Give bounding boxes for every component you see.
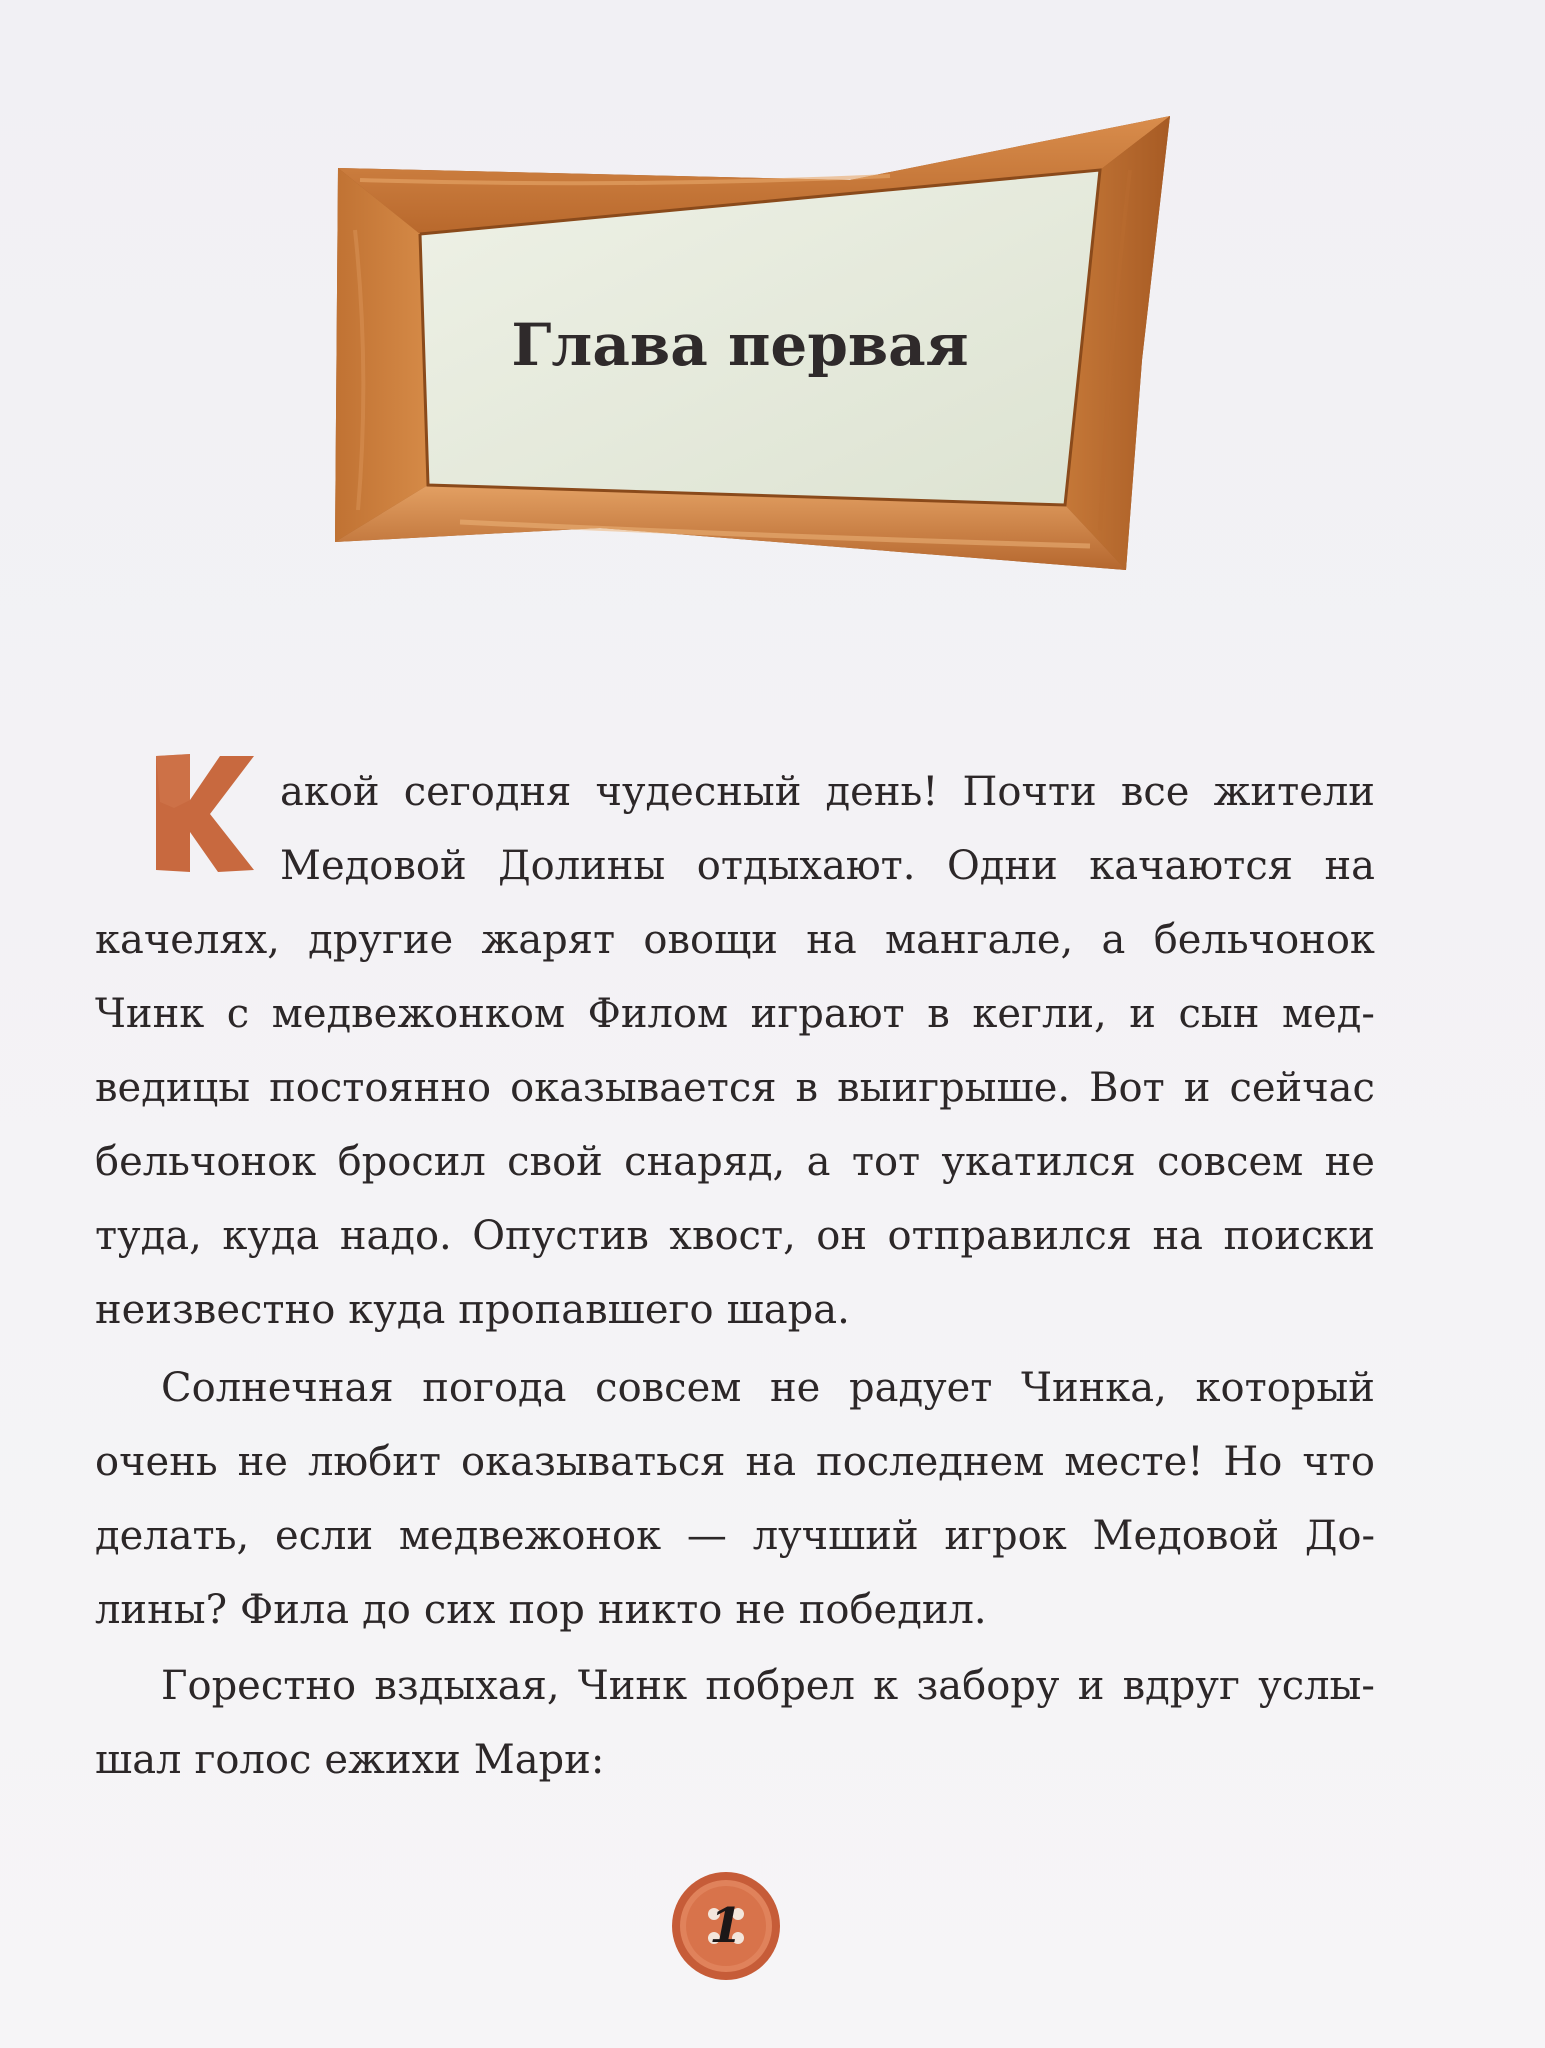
word: день! [825,769,939,815]
word: Чинк [577,1663,688,1709]
word: надо. [339,1213,452,1259]
word: мангале, [885,917,1074,963]
word: тот [851,1139,921,1185]
word: Опустив [472,1213,649,1259]
word: на [745,1439,797,1485]
word: Долины [498,843,666,889]
word: овощи [643,917,778,963]
word: Почти [962,769,1097,815]
word: Медовой [1092,1513,1280,1559]
word: поиски [1223,1213,1375,1259]
word: Филом [587,991,729,1037]
text-line [161,1660,1375,1712]
word: вздыхая, [374,1663,560,1709]
word: чудесный [595,769,802,815]
word: Горестно [161,1663,357,1709]
word: Но [1223,1439,1283,1485]
word: ведицы [95,1065,251,1111]
word: Чинк [95,991,205,1037]
word: до [362,1587,411,1633]
text-line [95,1210,1375,1262]
word: туда, [95,1213,202,1259]
text-line [95,988,1375,1040]
word: акой [280,769,380,815]
word: Солнечная [161,1365,394,1411]
page-number: 1 [709,1898,743,1954]
word: делать, [95,1513,250,1559]
word: бельчонок [1153,917,1375,963]
word: сын [1178,991,1260,1037]
text-line [95,1734,1375,1786]
word: снаряд, [624,1139,786,1185]
word: выигрыше. [837,1065,1071,1111]
text-line [280,840,1375,892]
word: свой [507,1139,603,1185]
word: мед- [1281,991,1375,1037]
word: с [226,991,250,1037]
word: сих [423,1587,496,1633]
word: не [770,1365,821,1411]
word: на [1324,843,1375,889]
word: вдруг [1122,1663,1240,1709]
word: играют [750,991,905,1037]
word: ежихи [324,1737,461,1783]
word: кегли, [972,991,1107,1037]
word: жарят [481,917,616,963]
text-line [95,1062,1375,1114]
word: он [816,1213,868,1259]
word: и [1077,1663,1105,1709]
word: медвежонок [398,1513,662,1559]
word: забору [916,1663,1060,1709]
word: Медовой [280,843,467,889]
drop-cap-letter [150,752,258,874]
text-line [280,766,1375,818]
word: Мари: [473,1737,605,1783]
text-line [95,1436,1375,1488]
word: лучший [752,1513,919,1559]
word: победил. [798,1587,987,1633]
word: не [237,1439,288,1485]
word: к [873,1663,899,1709]
text-line [161,1362,1375,1414]
word: который [1195,1365,1375,1411]
word: что [1302,1439,1375,1485]
word: лины? [95,1587,228,1633]
word: услы- [1258,1663,1375,1709]
word: сегодня [403,769,572,815]
page-number-badge [670,1870,782,1982]
word: не [735,1587,786,1633]
word: бельчонок [95,1139,317,1185]
word: постоянно [269,1065,492,1111]
text-line [95,1284,1375,1336]
word: игрок [944,1513,1067,1559]
word: в [927,991,950,1037]
word: До- [1304,1513,1375,1559]
word: а [1101,917,1126,963]
word: месте! [1064,1439,1204,1485]
word: отправился [887,1213,1133,1259]
word: и [1129,991,1156,1037]
word: совсем [1157,1139,1304,1185]
word: на [1152,1213,1204,1259]
word: укатился [941,1139,1136,1185]
word: куда [222,1213,320,1259]
word: сейчас [1229,1065,1375,1111]
word: отдыхают. [696,843,916,889]
word: Вот [1089,1065,1165,1111]
word: — [686,1513,727,1559]
word: никто [597,1587,723,1633]
text-line [95,1136,1375,1188]
drop-cap-k-icon [150,752,258,874]
word: на [806,917,857,963]
word: погода [422,1365,567,1411]
word: побрел [705,1663,855,1709]
word: и [1183,1065,1211,1111]
word: любит [307,1439,442,1485]
word: оказывается [510,1065,777,1111]
word: шара. [726,1287,850,1333]
word: неизвестно [95,1287,336,1333]
text-line [95,1510,1375,1562]
word: медвежонком [271,991,566,1037]
word: очень [95,1439,218,1485]
word: другие [308,917,454,963]
word: голос [194,1737,312,1783]
text-line [95,914,1375,966]
word: хвост, [669,1213,796,1259]
word: качаются [1089,843,1293,889]
word: а [806,1139,831,1185]
word: Чинка, [1021,1365,1167,1411]
word: Одни [946,843,1058,889]
word: куда [348,1287,446,1333]
word: если [274,1513,374,1559]
word: шал [95,1737,182,1783]
word: последнем [816,1439,1045,1485]
word: пропавшего [458,1287,714,1333]
word: бросил [337,1139,486,1185]
word: пор [508,1587,585,1633]
word: совсем [595,1365,742,1411]
word: Фила [240,1587,350,1633]
word: радует [849,1365,993,1411]
word: оказываться [461,1439,726,1485]
chapter-title: Глава первая [511,311,969,379]
word: в [795,1065,819,1111]
word: все [1120,769,1190,815]
text-line [95,1584,1375,1636]
word: качелях, [95,917,280,963]
word: жители [1213,769,1375,815]
word: не [1324,1139,1375,1185]
